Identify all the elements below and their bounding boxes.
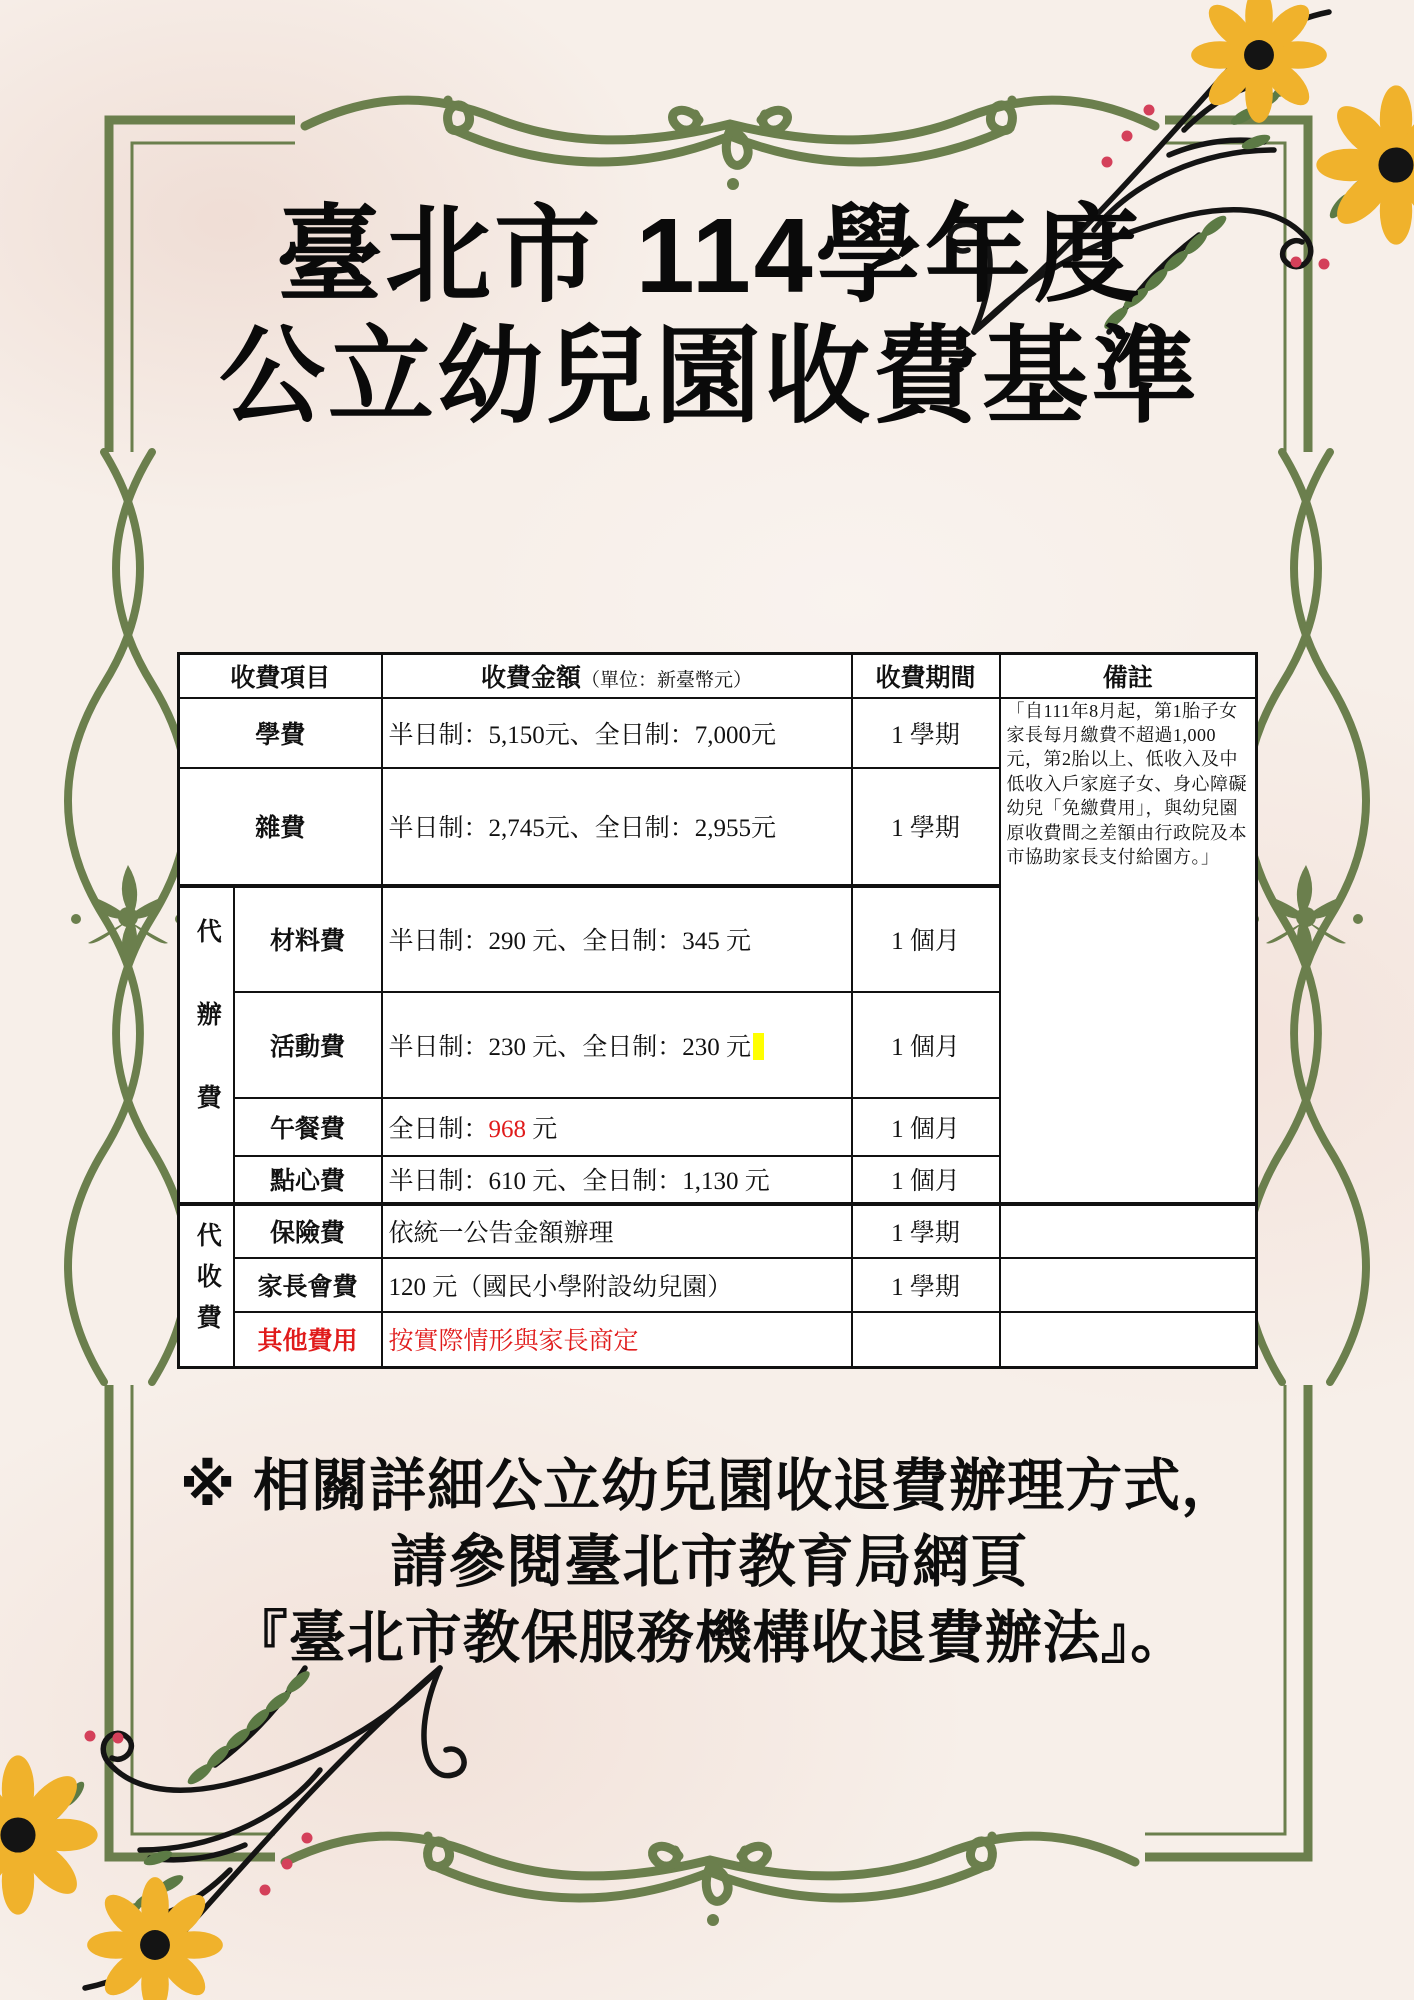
period-tuition: 1 學期: [852, 698, 1000, 768]
title-line-1: 臺北市 114學年度: [276, 197, 1143, 315]
footer-line-3: 『臺北市教保服務機構收退費辦法』。: [230, 1606, 1189, 1670]
row-tuition: [179, 698, 1257, 768]
period-lunch: 1 個月: [852, 1098, 1000, 1156]
fee-table: [177, 652, 1258, 1369]
header-remark: 備註: [1000, 654, 1257, 698]
footer-note: [107, 1448, 1312, 1676]
table-header-row: [179, 654, 1257, 698]
remark-other-empty: [1000, 1312, 1257, 1368]
header-amount-label: 收費金額: [481, 664, 582, 692]
period-misc: 1 學期: [852, 768, 1000, 886]
item-tuition: 學費: [179, 698, 382, 768]
header-item: 收費項目: [179, 654, 382, 698]
amount-lunch: [382, 1098, 852, 1156]
remark-parents-empty: [1000, 1258, 1257, 1312]
title-line-2: 公立幼兒園收費基準: [219, 317, 1200, 436]
row-other: [179, 1312, 1257, 1368]
period-snack: 1 個月: [852, 1156, 1000, 1204]
period-other-empty: [852, 1312, 1000, 1368]
yellow-highlight-mark: [753, 1033, 764, 1060]
amount-lunch-price: 968: [488, 1115, 527, 1143]
amount-materials: 半日制：290 元、全日制：345 元: [382, 886, 852, 992]
amount-tuition: 半日制：5,150元、全日制：7,000元: [382, 698, 852, 768]
period-insurance: 1 學期: [852, 1204, 1000, 1258]
item-materials: 材料費: [234, 886, 382, 992]
amount-lunch-prefix: 全日制：: [388, 1115, 489, 1143]
amount-snack: 半日制：610 元、全日制：1,130 元: [382, 1156, 852, 1204]
item-activity: 活動費: [234, 992, 382, 1098]
group-daiban-label: 代辦費: [193, 917, 221, 1167]
group-daishou: [179, 1204, 234, 1368]
period-parents: 1 學期: [852, 1258, 1000, 1312]
amount-activity: [382, 992, 852, 1098]
row-insurance: [179, 1204, 1257, 1258]
item-insurance: 保險費: [234, 1204, 382, 1258]
item-misc: 雜費: [179, 768, 382, 886]
item-lunch: 午餐費: [234, 1098, 382, 1156]
poster-title: [107, 196, 1312, 438]
footer-line-1: ※ 相關詳細公立幼兒園收退費辦理方式，: [179, 1454, 1240, 1518]
remark-note: 「自111年8月起，第1胎子女家長每月繳費不超過1,000元，第2胎以上、低收入及中低收入戶家庭子女、身心障礙幼兒「免繳費用」，與幼兒園原收費間之差額由行政院及本市協助家長支付給園方。」: [1000, 698, 1257, 1204]
item-parents: 家長會費: [234, 1258, 382, 1312]
period-activity: 1 個月: [852, 992, 1000, 1098]
amount-other: 按實際情形與家長商定: [382, 1312, 852, 1368]
amount-lunch-suffix: 元: [526, 1115, 558, 1143]
remark-insurance-empty: [1000, 1204, 1257, 1258]
amount-parents: 120 元（國民小學附設幼兒園）: [382, 1258, 852, 1312]
item-other: 其他費用: [234, 1312, 382, 1368]
footer-line-2: 請參閱臺北市教育局網頁: [390, 1530, 1029, 1594]
item-snack: 點心費: [234, 1156, 382, 1204]
header-amount: [382, 654, 852, 698]
period-materials: 1 個月: [852, 886, 1000, 992]
row-parents: [179, 1258, 1257, 1312]
group-daiban: [179, 886, 234, 1204]
amount-misc: 半日制：2,745元、全日制：2,955元: [382, 768, 852, 886]
header-amount-unit: （單位：新臺幣元）: [581, 669, 753, 691]
amount-activity-text: 半日制：230 元、全日制：230 元: [388, 1033, 752, 1061]
amount-insurance: 依統一公告金額辦理: [382, 1204, 852, 1258]
group-daishou-label: 代收費: [193, 1221, 221, 1345]
header-period: 收費期間: [852, 654, 1000, 698]
